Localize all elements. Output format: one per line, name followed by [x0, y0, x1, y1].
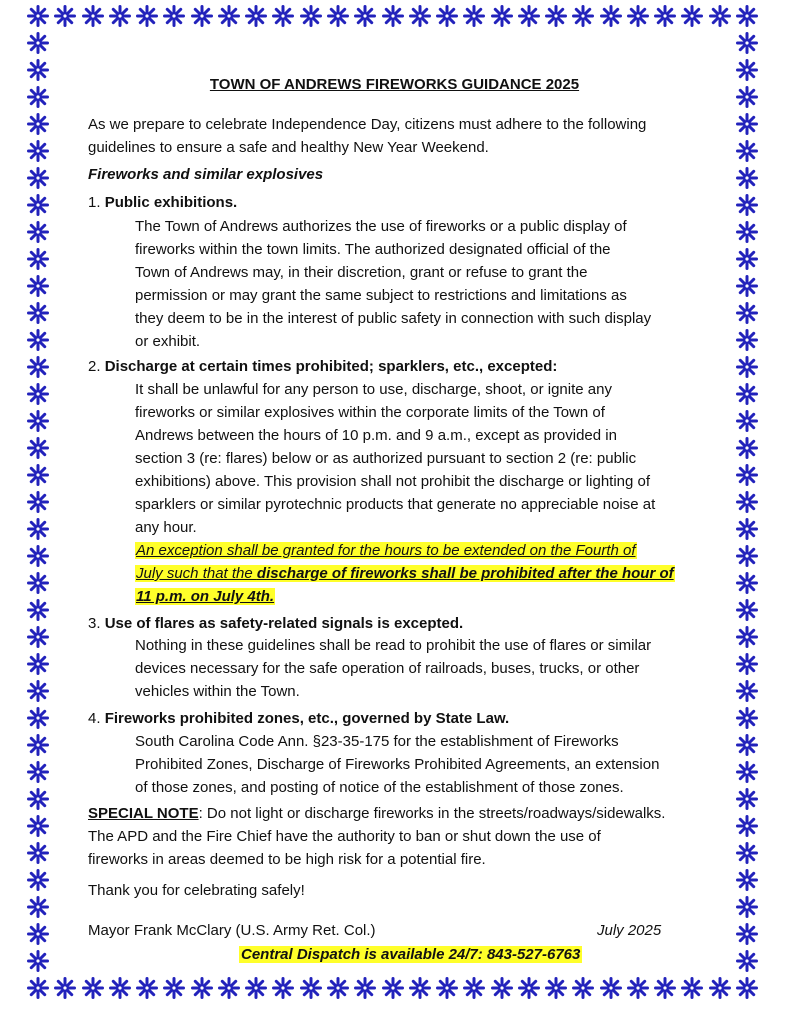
asterisk-flower-icon	[709, 977, 731, 999]
asterisk-flower-icon	[736, 545, 758, 567]
asterisk-flower-icon	[463, 5, 485, 27]
asterisk-flower-icon	[736, 464, 758, 486]
asterisk-flower-icon	[27, 707, 49, 729]
thanks-line: Thank you for celebrating safely!	[88, 882, 305, 899]
body-line: section 3 (re: flares) below or as authorized pursuant to section 2 (re: public	[135, 450, 637, 467]
asterisk-flower-icon	[27, 572, 49, 594]
asterisk-flower-icon	[82, 5, 104, 27]
body-line: permission or may grant the same subject to restrictions and limitations as	[135, 287, 627, 304]
asterisk-flower-icon	[27, 194, 49, 216]
body-line: any hour.	[135, 519, 197, 536]
item-2-heading	[88, 355, 557, 378]
asterisk-flower-icon	[518, 5, 540, 27]
body-line: fireworks or similar explosives within the corporate limits of the Town of	[135, 404, 605, 421]
body-line: Andrews between the hours of 10 p.m. and 9 a.m., except as provided in	[135, 427, 617, 444]
asterisk-flower-icon	[109, 5, 131, 27]
asterisk-flower-icon	[736, 599, 758, 621]
asterisk-flower-icon	[27, 410, 49, 432]
asterisk-flower-icon	[736, 113, 758, 135]
asterisk-flower-icon	[27, 788, 49, 810]
body-line: vehicles within the Town.	[135, 683, 300, 700]
special-note	[88, 802, 665, 871]
asterisk-flower-icon	[354, 977, 376, 999]
asterisk-flower-icon	[300, 5, 322, 27]
asterisk-flower-icon	[681, 977, 703, 999]
asterisk-flower-icon	[736, 167, 758, 189]
asterisk-flower-icon	[736, 221, 758, 243]
asterisk-flower-icon	[327, 977, 349, 999]
asterisk-flower-icon	[736, 194, 758, 216]
asterisk-flower-icon	[600, 5, 622, 27]
asterisk-flower-icon	[382, 5, 404, 27]
asterisk-flower-icon	[27, 977, 49, 999]
item-heading: Use of flares as safety-related signals is excepted.	[104, 615, 464, 632]
body-line: The APD and the Fire Chief have the authority to ban or shut down the use of	[88, 828, 601, 845]
asterisk-flower-icon	[736, 356, 758, 378]
body-line: It shall be unlawful for any person to use, discharge, shoot, or ignite any	[135, 381, 612, 398]
asterisk-flower-icon	[27, 5, 49, 27]
asterisk-flower-icon	[627, 977, 649, 999]
asterisk-flower-icon	[27, 437, 49, 459]
body-line: they deem to be in the interest of public safety in connection with such display	[135, 310, 652, 327]
asterisk-flower-icon	[272, 977, 294, 999]
asterisk-flower-icon	[218, 5, 240, 27]
asterisk-flower-icon	[27, 32, 49, 54]
section-heading: Fireworks and similar explosives	[88, 166, 324, 183]
asterisk-flower-icon	[736, 950, 758, 972]
asterisk-flower-icon	[191, 5, 213, 27]
body-line: of those zones, and posting of notice of the establishment of those zones.	[135, 779, 624, 796]
asterisk-flower-icon	[736, 761, 758, 783]
asterisk-flower-icon	[27, 140, 49, 162]
asterisk-flower-icon	[736, 923, 758, 945]
asterisk-flower-icon	[27, 923, 49, 945]
asterisk-flower-icon	[27, 950, 49, 972]
body-line: exhibitions) above. This provision shall not prohibit the discharge or lighting of	[135, 473, 651, 490]
asterisk-flower-icon	[736, 869, 758, 891]
body-line: The Town of Andrews authorizes the use of fireworks or a public display of	[135, 218, 627, 235]
asterisk-flower-icon	[27, 545, 49, 567]
asterisk-flower-icon	[736, 626, 758, 648]
asterisk-flower-icon	[436, 5, 458, 27]
asterisk-flower-icon	[736, 329, 758, 351]
special-note-label: SPECIAL NOTE	[88, 805, 199, 822]
asterisk-flower-icon	[736, 788, 758, 810]
asterisk-flower-icon	[409, 5, 431, 27]
item-3-body	[135, 634, 651, 703]
asterisk-flower-icon	[109, 977, 131, 999]
highlight-bold: discharge of fireworks shall be prohibited after the hour of	[256, 565, 674, 582]
asterisk-flower-icon	[736, 977, 758, 999]
asterisk-flower-icon	[491, 977, 513, 999]
asterisk-flower-icon	[136, 977, 158, 999]
intro-line: guidelines to ensure a safe and healthy New Year Weekend.	[88, 139, 489, 156]
asterisk-flower-icon	[736, 518, 758, 540]
asterisk-flower-icon	[27, 761, 49, 783]
asterisk-flower-icon	[518, 977, 540, 999]
body-line: South Carolina Code Ann. §23-35-175 for the establishment of Fireworks	[135, 733, 619, 750]
asterisk-flower-icon	[736, 653, 758, 675]
asterisk-flower-icon	[27, 869, 49, 891]
body-line: devices necessary for the safe operation of railroads, buses, trucks, or other	[135, 660, 640, 677]
asterisk-flower-icon	[27, 248, 49, 270]
asterisk-flower-icon	[436, 977, 458, 999]
asterisk-flower-icon	[654, 977, 676, 999]
body-line: : Do not light or discharge fireworks in the streets/roadways/sidewalks.	[198, 805, 666, 822]
asterisk-flower-icon	[27, 896, 49, 918]
asterisk-flower-icon	[736, 302, 758, 324]
asterisk-flower-icon	[736, 140, 758, 162]
asterisk-flower-icon	[27, 815, 49, 837]
asterisk-flower-icon	[736, 815, 758, 837]
asterisk-flower-icon	[545, 977, 567, 999]
asterisk-flower-icon	[54, 977, 76, 999]
item-number: 3.	[88, 615, 101, 632]
body-line: Nothing in these guidelines shall be read to prohibit the use of flares or similar	[135, 637, 652, 654]
asterisk-flower-icon	[545, 5, 567, 27]
asterisk-flower-icon	[491, 5, 513, 27]
intro-paragraph	[88, 113, 646, 159]
item-heading: Public exhibitions.	[104, 194, 238, 211]
item-1-body	[135, 215, 651, 353]
item-number: 4.	[88, 710, 101, 727]
asterisk-flower-icon	[272, 5, 294, 27]
asterisk-flower-icon	[27, 842, 49, 864]
asterisk-flower-icon	[736, 410, 758, 432]
asterisk-flower-icon	[27, 599, 49, 621]
asterisk-flower-icon	[27, 302, 49, 324]
asterisk-flower-icon	[736, 275, 758, 297]
asterisk-flower-icon	[382, 977, 404, 999]
asterisk-flower-icon	[27, 383, 49, 405]
highlighted-exception	[135, 539, 675, 608]
asterisk-flower-icon	[54, 5, 76, 27]
document-title: TOWN OF ANDREWS FIREWORKS GUIDANCE 2025	[209, 76, 580, 93]
asterisk-flower-icon	[736, 842, 758, 864]
asterisk-flower-icon	[27, 275, 49, 297]
asterisk-flower-icon	[736, 248, 758, 270]
asterisk-flower-icon	[600, 977, 622, 999]
asterisk-flower-icon	[27, 734, 49, 756]
asterisk-flower-icon	[736, 680, 758, 702]
date: July 2025	[597, 922, 662, 939]
asterisk-flower-icon	[736, 437, 758, 459]
dispatch-line	[239, 943, 582, 966]
item-number: 2.	[88, 358, 101, 375]
body-line: fireworks in areas deemed to be high risk for a potential fire.	[88, 851, 486, 868]
asterisk-flower-icon	[163, 5, 185, 27]
asterisk-flower-icon	[463, 977, 485, 999]
item-3-heading	[88, 612, 463, 635]
asterisk-flower-icon	[736, 572, 758, 594]
item-heading: Fireworks prohibited zones, etc., governed by State Law.	[104, 710, 510, 727]
highlight-line: An exception shall be granted for the hours to be extended on the Fourth of	[136, 542, 636, 559]
body-line: fireworks within the town limits. The authorized designated official of the	[135, 241, 611, 258]
item-4-heading	[88, 707, 509, 730]
asterisk-flower-icon	[27, 653, 49, 675]
asterisk-flower-icon	[572, 977, 594, 999]
asterisk-flower-icon	[191, 977, 213, 999]
asterisk-flower-icon	[27, 626, 49, 648]
signature: Mayor Frank McClary (U.S. Army Ret. Col.)	[88, 922, 376, 939]
highlight-line: July such that the	[136, 565, 257, 582]
asterisk-flower-icon	[736, 32, 758, 54]
asterisk-flower-icon	[736, 491, 758, 513]
body-line: sparklers or similar pyrotechnic products that generate no appreciable noise at	[135, 496, 656, 513]
asterisk-flower-icon	[27, 518, 49, 540]
asterisk-flower-icon	[354, 5, 376, 27]
asterisk-flower-icon	[654, 5, 676, 27]
asterisk-flower-icon	[245, 977, 267, 999]
highlight-bold: 11 p.m. on July 4th.	[136, 588, 275, 605]
asterisk-flower-icon	[27, 167, 49, 189]
item-1-heading	[88, 191, 237, 214]
item-4-body	[135, 730, 659, 799]
asterisk-flower-icon	[327, 5, 349, 27]
asterisk-flower-icon	[27, 329, 49, 351]
asterisk-flower-icon	[736, 707, 758, 729]
asterisk-flower-icon	[409, 977, 431, 999]
asterisk-flower-icon	[300, 977, 322, 999]
asterisk-flower-icon	[245, 5, 267, 27]
asterisk-flower-icon	[736, 383, 758, 405]
asterisk-flower-icon	[709, 5, 731, 27]
asterisk-flower-icon	[163, 977, 185, 999]
asterisk-flower-icon	[681, 5, 703, 27]
asterisk-flower-icon	[27, 356, 49, 378]
asterisk-flower-icon	[572, 5, 594, 27]
body-line: Prohibited Zones, Discharge of Fireworks Prohibited Agreements, an extension	[135, 756, 660, 773]
item-heading: Discharge at certain times prohibited; sparklers, etc., excepted:	[104, 358, 558, 375]
asterisk-flower-icon	[736, 5, 758, 27]
asterisk-flower-icon	[627, 5, 649, 27]
intro-line: As we prepare to celebrate Independence Day, citizens must adhere to the following	[88, 116, 647, 133]
asterisk-flower-icon	[218, 977, 240, 999]
asterisk-flower-icon	[82, 977, 104, 999]
asterisk-flower-icon	[27, 464, 49, 486]
asterisk-flower-icon	[27, 680, 49, 702]
asterisk-flower-icon	[27, 221, 49, 243]
asterisk-flower-icon	[736, 734, 758, 756]
item-number: 1.	[88, 194, 101, 211]
item-2-body	[135, 378, 655, 539]
body-line: or exhibit.	[135, 333, 201, 350]
asterisk-flower-icon	[736, 896, 758, 918]
asterisk-flower-icon	[136, 5, 158, 27]
asterisk-flower-icon	[27, 113, 49, 135]
asterisk-flower-icon	[27, 491, 49, 513]
body-line: Town of Andrews may, in their discretion, grant or refuse to grant the	[135, 264, 588, 281]
dispatch-text: Central Dispatch is available 24/7: 843-527-6763	[241, 946, 581, 963]
